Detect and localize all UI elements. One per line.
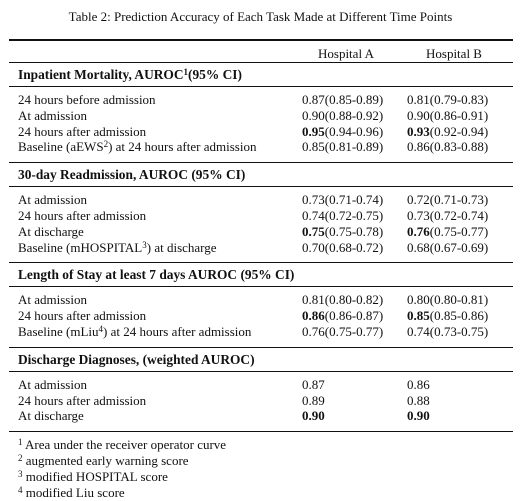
cell-hospital-b xyxy=(407,108,488,124)
cell-value: 0.90 xyxy=(302,107,325,123)
cell-value: 0.90 xyxy=(407,107,430,123)
cell-hospital-a xyxy=(302,292,383,308)
row-label xyxy=(18,139,256,155)
section-rule-top xyxy=(9,162,513,163)
cell-ci: (0.79-0.83) xyxy=(429,92,489,107)
footnote-item xyxy=(18,485,125,501)
cell-value: 0.90 xyxy=(302,408,325,424)
footnote-item xyxy=(18,437,226,453)
cell-hospital-a xyxy=(302,324,383,340)
cell-ci: (0.68-0.72) xyxy=(324,239,384,255)
top-rule xyxy=(9,39,513,41)
footnote-item xyxy=(18,469,168,485)
cell-value: 0.89 xyxy=(302,392,325,408)
cell-ci: (0.75-0.77) xyxy=(429,223,489,239)
cell-value: 0.93 xyxy=(407,123,430,139)
row-label-text: At discharge xyxy=(18,408,84,424)
row-label-text: 24 hours after admission xyxy=(18,308,147,324)
cell-hospital-a xyxy=(302,208,383,224)
cell-hospital-b xyxy=(407,224,488,240)
cell-hospital-a xyxy=(302,308,383,324)
footnote-mark: 4 xyxy=(98,324,104,334)
row-label xyxy=(18,240,217,256)
footnote-text: augmented early warning score xyxy=(25,453,189,469)
cell-hospital-a xyxy=(302,139,383,155)
table-caption: Table 2: Prediction Accuracy of Each Task Made at Different Time Points xyxy=(68,9,453,24)
cell-hospital-a xyxy=(302,124,383,140)
row-label-text: Baseline (aEWS xyxy=(18,139,104,155)
cell-hospital-b xyxy=(407,408,430,424)
cell-value: 0.72 xyxy=(407,192,430,208)
row-label-suffix: ) at discharge xyxy=(146,239,217,255)
cell-ci: (0.80-0.82) xyxy=(324,292,384,308)
cell-value: 0.76 xyxy=(302,324,325,339)
row-label-text: Baseline (mLiu xyxy=(18,324,99,339)
section-title-suffix: (95% CI) xyxy=(188,67,242,82)
footnote-mark: 3 xyxy=(18,469,23,480)
row-label xyxy=(18,124,146,140)
cell-hospital-b xyxy=(407,124,488,140)
footnote-mark: 1 xyxy=(183,67,189,77)
cell-hospital-a xyxy=(302,224,383,240)
row-label-text: 24 hours after admission xyxy=(18,208,147,223)
column-header-hospital-b: Hospital B xyxy=(426,46,482,61)
cell-ci: (0.88-0.92) xyxy=(324,107,384,123)
cell-hospital-a xyxy=(302,108,383,124)
cell-value: 0.74 xyxy=(407,324,430,339)
cell-value: 0.85 xyxy=(407,308,430,324)
cell-ci: (0.71-0.73) xyxy=(429,192,489,208)
row-label xyxy=(18,324,251,340)
row-label xyxy=(18,393,146,409)
cell-value: 0.74 xyxy=(302,208,325,223)
cell-value: 0.86 xyxy=(407,376,430,392)
cell-ci: (0.86-0.87) xyxy=(324,308,384,324)
row-label-text: 24 hours after admission xyxy=(18,392,147,408)
section-rule-top xyxy=(9,62,513,63)
cell-value: 0.81 xyxy=(407,92,430,107)
cell-value: 0.87 xyxy=(302,92,325,107)
section-rule-mid xyxy=(9,86,513,87)
cell-value: 0.90 xyxy=(407,408,430,424)
cell-ci: (0.72-0.75) xyxy=(324,208,384,223)
row-label xyxy=(18,208,146,224)
section-title-text: Inpatient Mortality, AUROC xyxy=(18,67,184,82)
row-label xyxy=(18,108,87,124)
row-label xyxy=(18,377,87,393)
cell-value: 0.86 xyxy=(407,139,430,155)
cell-value: 0.75 xyxy=(302,223,325,239)
row-label xyxy=(18,92,156,108)
cell-hospital-b xyxy=(407,192,488,208)
section-title-text: Length of Stay at least 7 days AUROC (95% CI) xyxy=(18,267,295,283)
footnote-item xyxy=(18,453,189,469)
section-title-text: 30-day Readmission, AUROC (95% CI) xyxy=(18,167,246,183)
cell-hospital-a xyxy=(302,408,325,424)
cell-value: 0.70 xyxy=(302,239,325,255)
section-title xyxy=(18,167,245,183)
section-rule-top xyxy=(9,347,513,348)
row-label-text: At admission xyxy=(18,107,87,123)
section-rule-mid xyxy=(9,186,513,187)
row-label-text: 24 hours after admission xyxy=(18,123,147,139)
cell-hospital-a xyxy=(302,92,383,108)
footnote-text: modified Liu score xyxy=(25,485,125,501)
footnote-text: Area under the receiver operator curve xyxy=(25,437,227,453)
row-label-text: At admission xyxy=(18,376,87,392)
cell-value: 0.87 xyxy=(302,376,325,392)
cell-ci: (0.72-0.74) xyxy=(429,208,489,223)
section-rule-mid xyxy=(9,371,513,372)
row-label xyxy=(18,192,87,208)
cell-ci: (0.92-0.94) xyxy=(429,123,489,139)
footnote-mark: 4 xyxy=(18,485,23,496)
footnote-mark: 3 xyxy=(142,239,147,250)
cell-hospital-b xyxy=(407,208,488,224)
cell-value: 0.68 xyxy=(407,239,430,255)
row-label-suffix: ) at 24 hours after admission xyxy=(103,324,252,339)
section-title xyxy=(18,67,242,83)
cell-ci: (0.80-0.81) xyxy=(429,292,489,308)
cell-ci: (0.67-0.69) xyxy=(429,239,489,255)
cell-hospital-b xyxy=(407,139,488,155)
cell-hospital-b xyxy=(407,240,488,256)
row-label-text: At admission xyxy=(18,292,87,308)
cell-hospital-b xyxy=(407,92,488,108)
cell-value: 0.76 xyxy=(407,223,430,239)
cell-value: 0.81 xyxy=(302,292,325,308)
row-label-text: At admission xyxy=(18,192,87,208)
cell-ci: (0.71-0.74) xyxy=(324,192,384,208)
cell-ci: (0.94-0.96) xyxy=(324,123,384,139)
footnote-mark: 2 xyxy=(103,139,109,150)
cell-ci: (0.75-0.78) xyxy=(324,223,384,239)
footnote-mark: 1 xyxy=(18,437,23,448)
row-label xyxy=(18,308,146,324)
cell-value: 0.86 xyxy=(302,308,325,324)
section-rule-top xyxy=(9,262,513,263)
row-label-text: Baseline (mHOSPITAL xyxy=(18,239,143,255)
cell-ci: (0.83-0.88) xyxy=(429,139,489,155)
row-label xyxy=(18,224,84,240)
row-label-text: 24 hours before admission xyxy=(18,92,156,107)
bottom-rule xyxy=(9,431,513,432)
cell-value: 0.73 xyxy=(302,192,325,208)
cell-ci: (0.86-0.91) xyxy=(429,107,489,123)
cell-hospital-a xyxy=(302,192,383,208)
row-label-suffix: ) at 24 hours after admission xyxy=(108,139,257,155)
column-header-hospital-a: Hospital A xyxy=(318,46,374,61)
footnote-mark: 2 xyxy=(18,453,23,464)
section-title-text: Discharge Diagnoses, (weighted AUROC) xyxy=(18,351,255,367)
cell-ci: (0.75-0.77) xyxy=(324,324,384,339)
cell-value: 0.80 xyxy=(407,292,430,308)
footnote-text: modified HOSPITAL score xyxy=(25,469,168,485)
cell-hospital-b xyxy=(407,377,430,393)
row-label xyxy=(18,292,87,308)
cell-ci: (0.73-0.75) xyxy=(429,324,489,339)
cell-value: 0.85 xyxy=(302,139,325,155)
cell-hospital-a xyxy=(302,240,383,256)
cell-hospital-a xyxy=(302,393,325,409)
cell-ci: (0.85-0.86) xyxy=(429,308,489,324)
row-label xyxy=(18,408,84,424)
cell-hospital-b xyxy=(407,393,430,409)
section-title xyxy=(18,267,294,283)
cell-value: 0.88 xyxy=(407,392,430,408)
cell-ci: (0.81-0.89) xyxy=(324,139,384,155)
cell-hospital-b xyxy=(407,324,488,340)
cell-value: 0.73 xyxy=(407,208,430,223)
cell-hospital-a xyxy=(302,377,325,393)
cell-value: 0.95 xyxy=(302,123,325,139)
cell-ci: (0.85-0.89) xyxy=(324,92,384,107)
cell-hospital-b xyxy=(407,308,488,324)
cell-hospital-b xyxy=(407,292,488,308)
section-rule-mid xyxy=(9,286,513,287)
row-label-text: At discharge xyxy=(18,223,84,239)
section-title xyxy=(18,352,255,368)
